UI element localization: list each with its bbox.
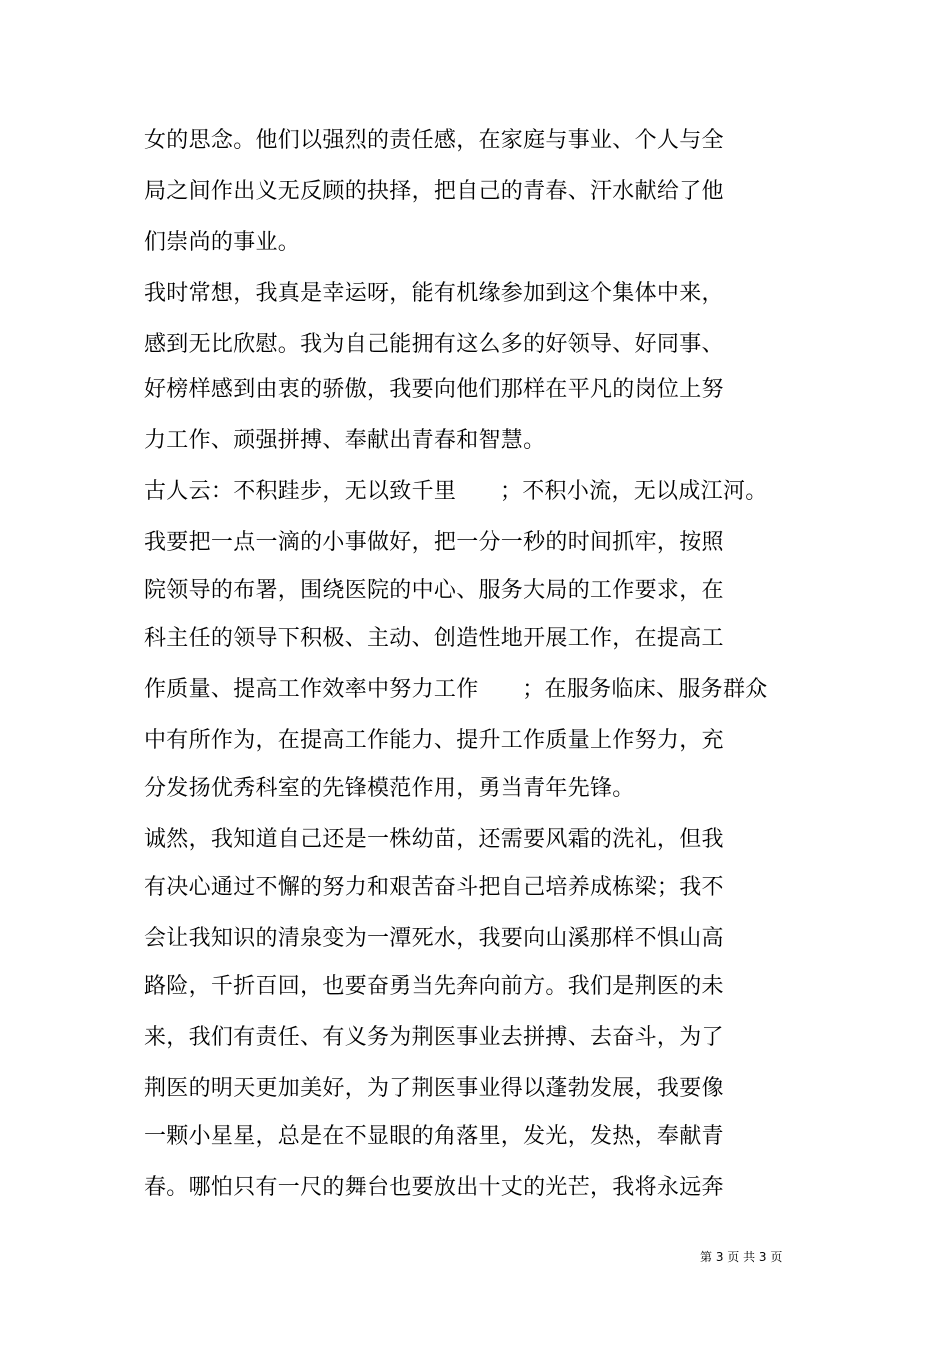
text-line: 古人云：不积跬步，无以致千里 ；不积小流，无以成江河。 <box>144 479 768 504</box>
text-line: 我要把一点一滴的小事做好，把一分一秒的时间抓牢，按照 <box>144 530 724 555</box>
text-line: 一颗小星星，总是在不显眼的角落里，发光，发热，奉献青 <box>144 1124 724 1149</box>
text-line: 我时常想，我真是幸运呀，能有机缘参加到这个集体中来， <box>144 281 724 306</box>
text-line: 好榜样感到由衷的骄傲，我要向他们那样在平凡的岗位上努 <box>144 377 724 402</box>
text-line: 诚然，我知道自己还是一株幼苗，还需要风霜的洗礼，但我 <box>144 827 724 852</box>
text-line: 科主任的领导下积极、主动、创造性地开展工作，在提高工 <box>144 626 724 651</box>
text-line: 有决心通过不懈的努力和艰苦奋斗把自己培养成栋梁；我不 <box>144 875 724 900</box>
text-line: 来，我们有责任、有义务为荆医事业去拼搏、去奋斗，为了 <box>144 1025 724 1050</box>
text-line: 院领导的布署，围绕医院的中心、服务大局的工作要求，在 <box>144 578 724 603</box>
text-line: 春。哪怕只有一尺的舞台也要放出十丈的光芒，我将永远奔 <box>144 1175 724 1200</box>
page-number-footer: 第 3 页 共 3 页 <box>700 1250 783 1264</box>
text-line: 中有所作为，在提高工作能力、提升工作质量上作努力，充 <box>144 728 724 753</box>
text-line: 女的思念。他们以强烈的责任感，在家庭与事业、个人与全 <box>144 128 724 153</box>
text-line: 局之间作出义无反顾的抉择，把自己的青春、汗水献给了他 <box>144 179 724 204</box>
text-line: 荆医的明天更加美好，为了荆医事业得以蓬勃发展，我要像 <box>144 1076 724 1101</box>
text-line: 路险，千折百回，也要奋勇当先奔向前方。我们是荆医的未 <box>144 974 724 999</box>
text-line: 会让我知识的清泉变为一潭死水，我要向山溪那样不惧山高 <box>144 926 724 951</box>
text-line: 分发扬优秀科室的先锋模范作用，勇当青年先锋。 <box>144 776 635 801</box>
text-line: 力工作、顽强拼搏、奉献出青春和智慧。 <box>144 428 546 453</box>
text-line: 作质量、提高工作效率中努力工作 ；在服务临床、服务群众 <box>144 677 768 702</box>
text-line: 们崇尚的事业。 <box>144 230 301 255</box>
text-line: 感到无比欣慰。我为自己能拥有这么多的好领导、好同事、 <box>144 332 724 357</box>
